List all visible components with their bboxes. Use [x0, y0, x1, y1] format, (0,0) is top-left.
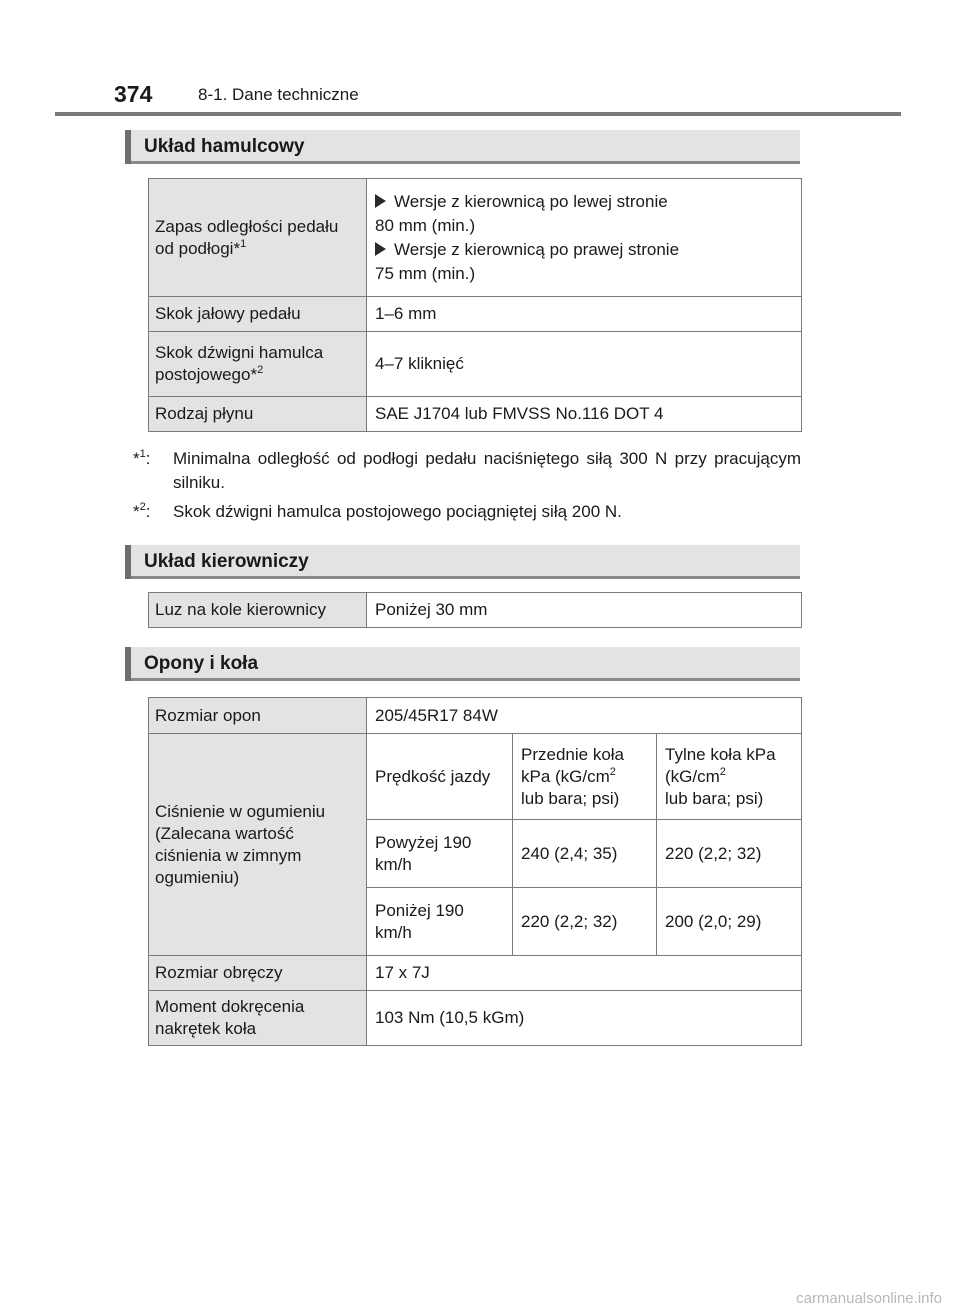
section-marker — [125, 545, 131, 579]
row-label: Luz na kole kierownicy — [149, 593, 367, 628]
tyres-table — [148, 697, 802, 1046]
rear-pressure-cell: 220 (2,2; 32) — [657, 820, 802, 888]
table-row — [149, 332, 802, 397]
table-row — [149, 734, 802, 820]
section-title: Opony i koła — [144, 653, 259, 674]
table-row — [149, 593, 802, 628]
section-title: Układ kierowniczy — [144, 551, 309, 572]
speed-cell: Poniżej 190 km/h — [367, 888, 513, 956]
section-marker — [125, 130, 131, 164]
row-label: Rozmiar obręczy — [149, 956, 367, 991]
footnote-1 — [133, 447, 801, 499]
table-row — [149, 698, 802, 734]
row-value: Poniżej 30 mm — [367, 593, 802, 628]
rhd-value: 75 mm (min.) — [375, 263, 476, 283]
front-pressure-cell: 240 (2,4; 35) — [513, 820, 657, 888]
watermark: carmanualsonline.info — [796, 1290, 942, 1307]
row-label: Skok jałowy pedału — [149, 297, 367, 332]
section-marker — [125, 647, 131, 681]
front-pressure-cell: 220 (2,2; 32) — [513, 888, 657, 956]
row-label: Rozmiar opon — [149, 698, 367, 734]
row-value: 17 x 7J — [367, 956, 802, 991]
section-title: Układ hamulcowy — [144, 136, 305, 157]
section-header-steering — [125, 545, 800, 579]
row-value: SAE J1704 lub FMVSS No.116 DOT 4 — [367, 397, 802, 432]
column-header-rear: Tylne koła kPa ($kG/cm^2$ lub bara; psi) — [657, 734, 802, 820]
rhd-heading: Wersje z kierownicą po prawej stronie — [375, 239, 793, 261]
steering-table — [148, 592, 802, 628]
column-header-speed: Prędkość jazdy — [367, 734, 513, 820]
row-value: 103 Nm (10,5 kGm) — [367, 991, 802, 1046]
row-label: Skok dźwigni hamulca postojowego*$^2$ — [149, 332, 367, 397]
table-row — [149, 179, 802, 297]
section-header-brakes — [125, 130, 800, 164]
section-header-tyres — [125, 647, 800, 681]
lhd-value: 80 mm (min.) — [375, 215, 476, 235]
row-label: Zapas odległości pedału od podłogi*$^1$ — [149, 179, 367, 297]
footnote-2 — [133, 500, 801, 526]
row-value: 205/45R17 84W — [367, 698, 802, 734]
page-number: 374 — [114, 81, 153, 107]
row-label: Moment dokręcenia nakrętek koła — [149, 991, 367, 1046]
chapter-title: 8-1. Dane techniczne — [198, 85, 359, 104]
brakes-table — [148, 178, 802, 432]
row-label: Ciśnienie w ogumieniu (Zalecana wartość ciśnienia w zimnym ogumieniu) — [149, 734, 367, 956]
table-row — [149, 397, 802, 432]
footnote-mark: *$^2$: — [133, 501, 151, 521]
speed-cell: Powyżej 190 km/h — [367, 820, 513, 888]
table-row — [149, 297, 802, 332]
arrow-right-icon — [375, 194, 386, 208]
lhd-heading: Wersje z kierownicą po lewej stronie — [375, 191, 793, 213]
table-row — [149, 956, 802, 991]
column-header-front: Przednie koła kPa ($kG/cm^2$ lub bara; psi) — [513, 734, 657, 820]
footnote-mark: *$^1$: — [133, 448, 151, 468]
table-row — [149, 991, 802, 1046]
footnote-text: Skok dźwigni hamulca postojowego pociągniętej siłą 200 N. — [173, 502, 622, 521]
arrow-right-icon — [375, 242, 386, 256]
footnote-text: Minimalna odległość od podłogi pedału naciśniętego siłą 300 N przy pracującym silniku. — [173, 449, 801, 492]
rear-pressure-cell: 200 (2,0; 29) — [657, 888, 802, 956]
row-value: 4–7 kliknięć — [367, 332, 802, 397]
row-value: 1–6 mm — [367, 297, 802, 332]
header-rule — [55, 112, 901, 116]
row-label: Rodzaj płynu — [149, 397, 367, 432]
row-value — [367, 179, 802, 297]
